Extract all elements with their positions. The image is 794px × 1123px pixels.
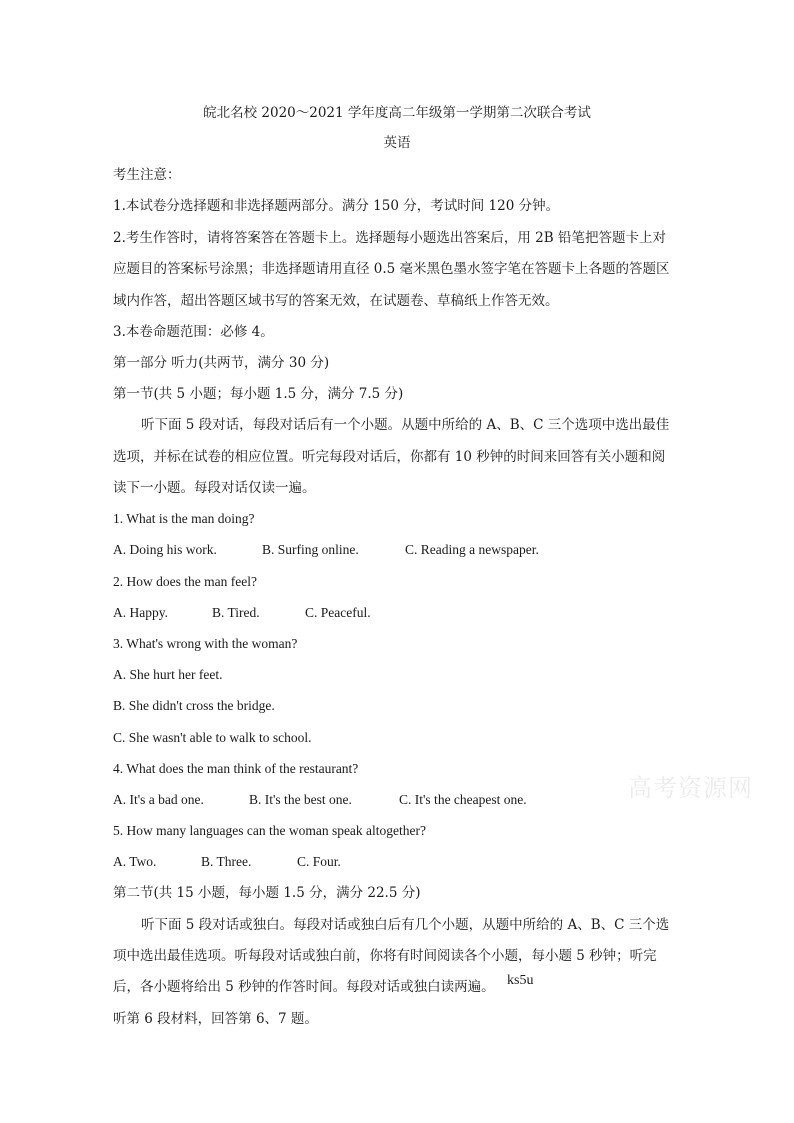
q1-option-c: C. Reading a newspaper. [405,542,539,557]
section-1-instruction-line-3: 读下一小题。每段对话仅读一遍。 [113,480,316,496]
q4-option-c: C. It's the cheapest one. [399,792,527,807]
q3-option-b: B. She didn't cross the bridge. [113,698,275,713]
q1-option-b: B. Surfing online. [262,542,359,557]
question-2: 2. How does the man feel? [113,574,257,589]
section-1-heading: 第一节(共 5 小题；每小题 1.5 分，满分 7.5 分) [113,386,404,402]
section-2-instruction-line-1: 听下面 5 段对话或独白。每段对话或独白后有几个小题，从题中所给的 A、B、C 三个选 [141,917,670,933]
subject-title: 英语 [383,135,411,151]
notice-item-2-line-3: 域内作答，超出答题区域书写的答案无效，在试题卷、草稿纸上作答无效。 [113,293,559,309]
q5-option-a: A. Two. [113,854,157,869]
q2-option-b: B. Tired. [212,605,260,620]
q3-option-c: C. She wasn't able to walk to school. [113,730,312,745]
ks5u-tag: ks5u [507,973,534,988]
notice-item-1: 1.本试卷分选择题和非选择题两部分。满分 150 分，考试时间 120 分钟。 [113,198,560,214]
section-2-instruction-line-3: 后，各小题将给出 5 秒钟的作答时间。每段对话或独白读两遍。 [113,979,495,995]
section-2-instruction-line-2: 项中选出最佳选项。听每段对话或独白前，你将有时间阅读各个小题，每小题 5 秒钟；听完 [113,948,657,964]
material-6-prompt: 听第 6 段材料，回答第 6、7 题。 [113,1011,318,1027]
watermark: 高考资源网 [628,774,753,802]
section-1-instruction-line-2: 选项，并标在试卷的相应位置。听完每段对话后，你都有 10 秒钟的时间来回答有关小题和阅 [113,449,666,465]
exam-title: 皖北名校 2020～2021 学年度高二年级第一学期第二次联合考试 [203,105,591,121]
part-1-heading: 第一部分 听力(共两节，满分 30 分) [113,355,330,371]
question-1: 1. What is the man doing? [113,511,255,526]
q5-option-c: C. Four. [297,854,341,869]
q4-option-a: A. It's a bad one. [113,792,204,807]
section-1-instruction-line-1: 听下面 5 段对话，每段对话后有一个小题。从题中所给的 A、B、C 三个选项中选出最佳 [141,417,670,433]
notice-item-2-line-2: 应题目的答案标号涂黑；非选择题请用直径 0.5 毫米黑色墨水签字笔在答题卡上各题的答题区 [113,261,670,277]
q1-option-a: A. Doing his work. [113,542,217,557]
question-3: 3. What's wrong with the woman? [113,636,298,651]
q2-option-a: A. Happy. [113,605,168,620]
question-4: 4. What does the man think of the restaurant? [113,761,359,776]
notice-item-3: 3.本卷命题范围：必修 4。 [113,324,274,340]
q3-option-a: A. She hurt her feet. [113,667,223,682]
q5-option-b: B. Three. [201,854,252,869]
section-2-heading: 第二节(共 15 小题，每小题 1.5 分，满分 22.5 分) [113,885,421,901]
q4-option-b: B. It's the best one. [249,792,352,807]
notice-item-2-line-1: 2.考生作答时，请将答案答在答题卡上。选择题每小题选出答案后，用 2B 铅笔把答题卡上对 [113,230,666,246]
notice-heading: 考生注意： [113,167,181,183]
question-5: 5. How many languages can the woman speak altogether? [113,823,427,838]
q2-option-c: C. Peaceful. [305,605,371,620]
